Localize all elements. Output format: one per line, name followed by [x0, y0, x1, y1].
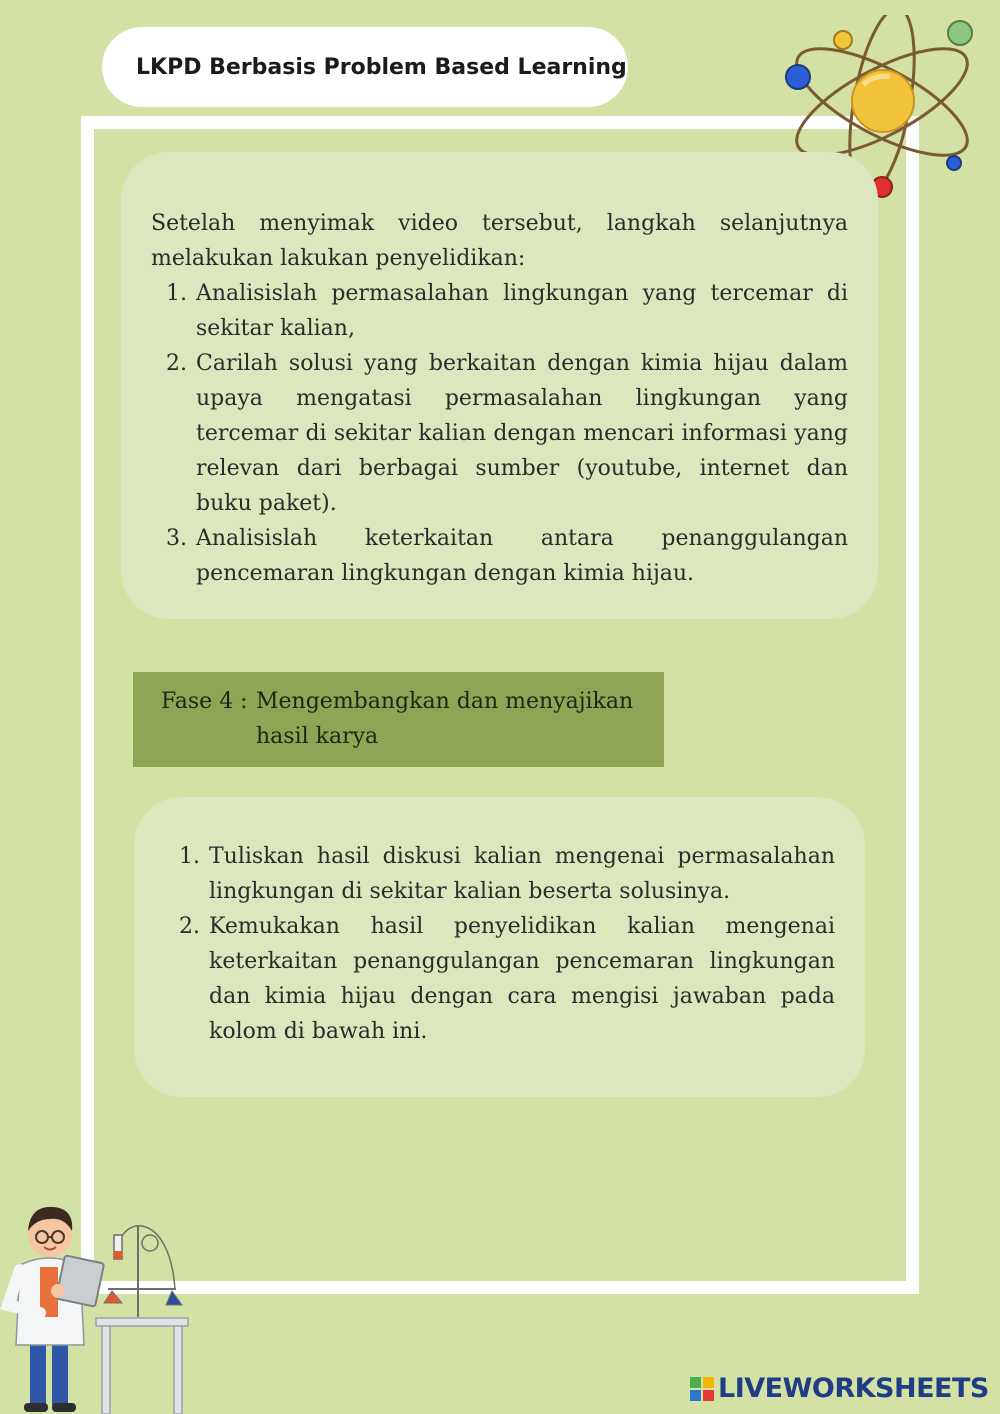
phase-label: Fase 4 : [161, 689, 248, 714]
presentation-panel [134, 797, 865, 1097]
liveworksheets-logo-icon [690, 1377, 714, 1401]
page-title: LKPD Berbasis Problem Based Learning [136, 54, 627, 80]
list-item: 3. Analisislah keterkaitan antara penanggulangan pencemaran lingkungan dengan kimia hijau. [194, 521, 848, 591]
investigation-intro: Setelah menyimak video tersebut, langkah selanjutnya melakukan lakukan penyelidikan: [151, 211, 848, 271]
presentation-list [184, 839, 835, 1049]
list-item: 1. Analisislah permasalahan lingkungan yang tercemar di sekitar kalian, [194, 276, 848, 346]
brand-name: LIVEWORKSHEETS [718, 1373, 989, 1404]
investigation-list [151, 276, 848, 591]
liveworksheets-brand[interactable] [690, 1373, 989, 1404]
phase-4-banner [133, 672, 664, 767]
investigation-panel [121, 152, 878, 619]
list-item: 2. Carilah solusi yang berkaitan dengan kimia hijau dalam upaya mengatasi permasalahan lingkungan yang tercemar di sekitar kalian dengan mencari informasi yang relevan dari berbagai sumber (youtube, internet dan buku paket). [194, 346, 848, 521]
list-item: 2. Kemukakan hasil penyelidikan kalian mengenai keterkaitan penanggulangan pencemaran lingkungan dan kimia hijau dengan cara mengisi jawaban pada kolom di bawah ini. [207, 909, 835, 1049]
scientist-illustration [0, 1195, 200, 1414]
phase-title: Mengembangkan dan menyajikan hasil karya [256, 689, 634, 749]
list-item: 1. Tuliskan hasil diskusi kalian mengenai permasalahan lingkungan di sekitar kalian beserta solusinya. [207, 839, 835, 909]
title-pill [102, 27, 628, 107]
